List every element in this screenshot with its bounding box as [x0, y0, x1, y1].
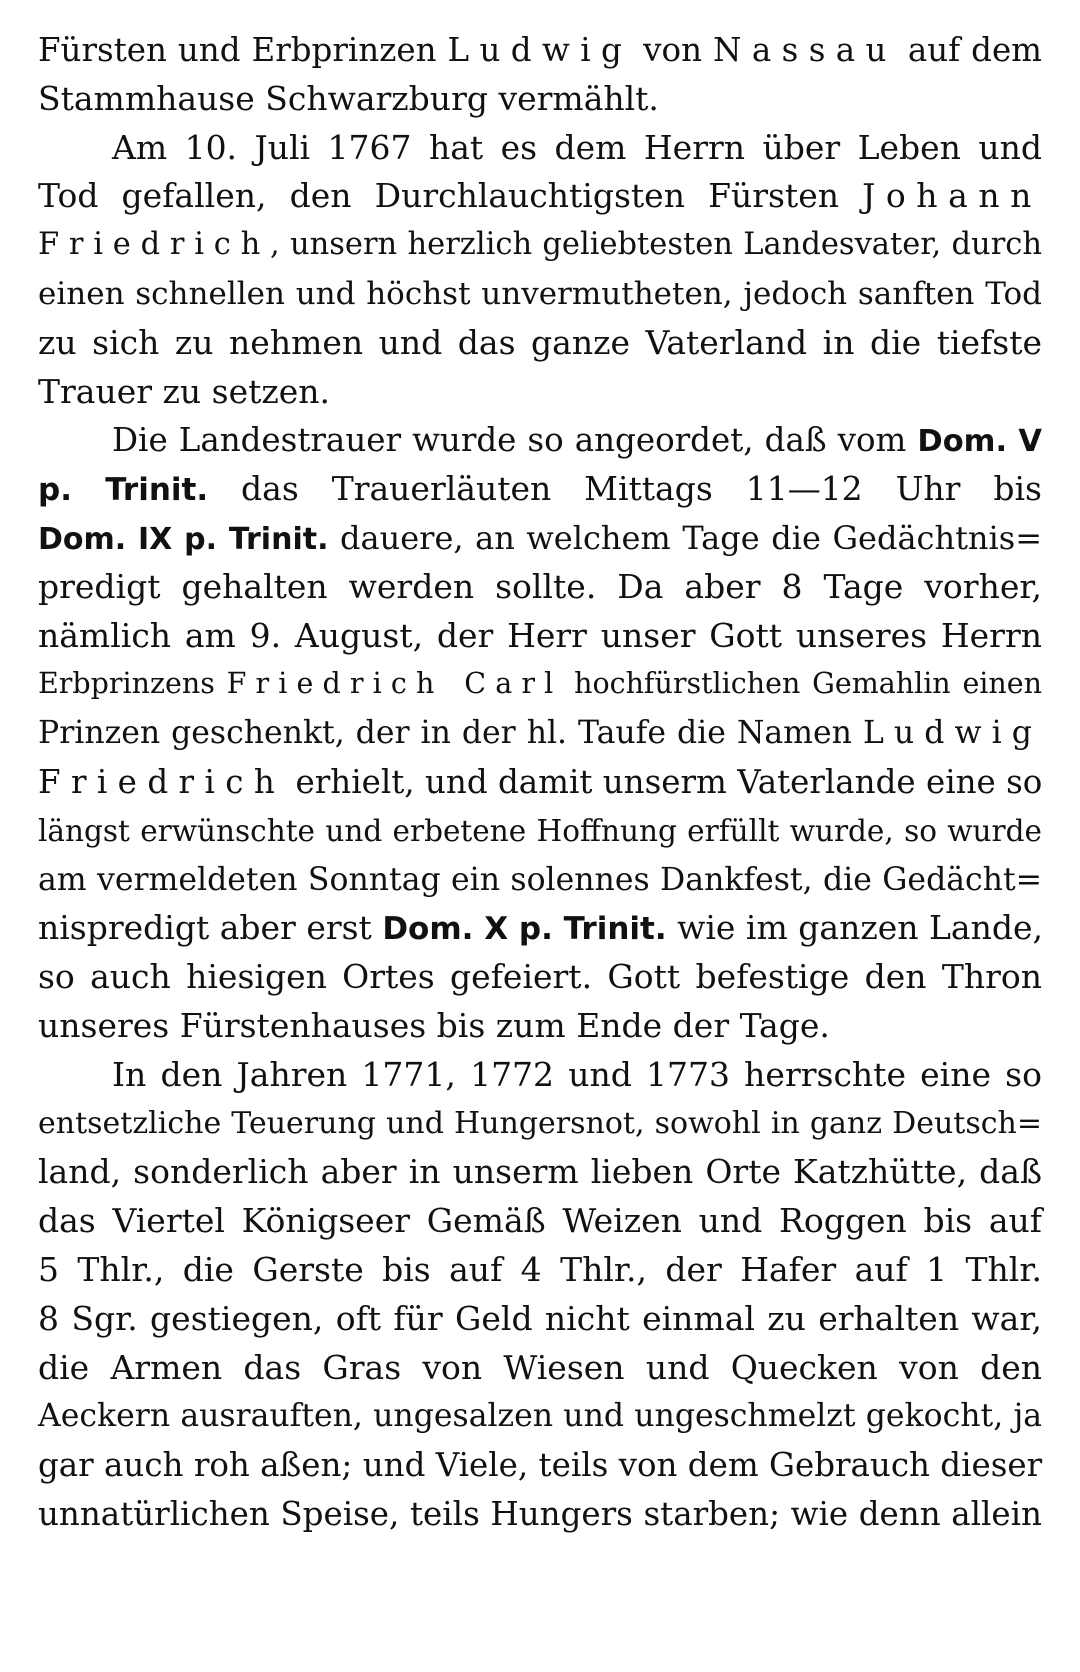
text-run: Tod gefallen, den Durchlauchtigsten Fürsten: [38, 176, 863, 216]
text-run: von: [632, 31, 713, 69]
text-run: Am 10. Juli 1767 hat es dem Herrn über Leben und: [112, 127, 1042, 167]
text-run: 8 Sgr. gestiegen, oft für Geld nicht einmal zu erhalten war,: [38, 1298, 1042, 1338]
page-text: [38, 26, 1042, 1539]
spaced-name: Friedrich: [38, 762, 286, 801]
spaced-name: Friedrich Carl: [226, 667, 563, 701]
spaced-name: Friedrich: [38, 227, 270, 263]
text-line: [38, 1490, 1042, 1539]
text-run: Trauer zu setzen.: [38, 371, 331, 411]
text-run: Prinzen geschenkt, der in der hl. Taufe die Namen: [38, 715, 863, 752]
bold-reference: Dom. X p. Trinit.: [382, 911, 667, 948]
spaced-name: Nassau: [713, 31, 897, 69]
text-line: [38, 1197, 1042, 1246]
text-line: [38, 709, 1042, 758]
text-run: dauere, an welchem Tage die Gedächtnis=: [328, 518, 1043, 557]
text-line: [38, 124, 1042, 173]
bold-reference: Dom. V: [917, 424, 1042, 460]
text-line: [38, 1441, 1042, 1490]
spaced-name: Ludwig: [862, 715, 1042, 752]
text-run: gar auch roh aßen; und Viele, teils von dem Gebrauch dieser: [38, 1446, 1043, 1485]
spaced-name: Ludwig: [447, 31, 633, 69]
text-run: so auch hiesigen Ortes gefeiert. Gott befestige den Thron: [38, 957, 1042, 997]
text-line: [38, 758, 1042, 807]
text-line: [38, 1392, 1042, 1441]
text-run: nämlich am 9. August, der Herr unser Gott unseres Herrn: [38, 615, 1042, 655]
spaced-name: Johann: [862, 176, 1042, 216]
text-line: [38, 953, 1042, 1002]
text-line: [38, 1295, 1042, 1344]
text-run: das Trauerläuten Mittags 11—12 Uhr bis: [208, 469, 1042, 509]
text-run: , unsern herzlich geliebtesten Landesvater, durch: [269, 227, 1042, 263]
text-run: predigt gehalten werden sollte. Da aber 8 Tage vorher,: [38, 566, 1042, 606]
text-run: wie im ganzen Lande,: [666, 908, 1043, 948]
text-run: unseres Fürstenhauses bis zum Ende der Tage.: [38, 1005, 830, 1045]
text-run: unnatürlichen Speise, teils Hungers starben; wie denn allein: [38, 1494, 1042, 1533]
bold-reference: Dom. IX p. Trinit.: [38, 521, 329, 557]
text-line: [38, 660, 1042, 709]
text-run: einen schnellen und höchst unvermutheten, jedoch sanften Tod: [38, 275, 1042, 312]
text-run: Fürsten und Erbprinzen: [38, 31, 448, 69]
text-run: erhielt, und damit unserm Vaterlande eine so: [285, 762, 1043, 801]
text-line: [38, 563, 1042, 612]
text-run: land, sonderlich aber in unserm lieben Orte Katzhütte, daß: [38, 1152, 1042, 1192]
bold-reference: p. Trinit.: [38, 472, 209, 509]
text-line: [38, 904, 1042, 953]
text-run: hochfürstlichen Gemahlin einen: [562, 667, 1042, 701]
text-run: 5 Thlr., die Gerste bis auf 4 Thlr., der Hafer auf 1 Thlr.: [38, 1249, 1042, 1289]
text-line: [38, 1100, 1042, 1149]
text-line: [38, 807, 1042, 856]
text-run: längst erwünschte und erbetene Hoffnung erfüllt wurde, so wurde: [38, 813, 1042, 848]
text-line: [38, 612, 1042, 661]
text-line: [38, 221, 1042, 270]
text-run: am vermeldeten Sonntag ein solennes Dankfest, die Gedächt=: [38, 861, 1042, 898]
text-run: zu sich zu nehmen und das ganze Vaterland in die tiefste: [38, 322, 1042, 362]
text-line: [38, 514, 1042, 563]
text-run: Stammhause Schwarzburg vermählt.: [38, 78, 659, 118]
text-line: [38, 856, 1042, 905]
text-run: Aeckern ausrauften, ungesalzen und ungeschmelzt gekocht, ja: [38, 1398, 1042, 1435]
text-line: [38, 1002, 1042, 1051]
text-run: Die Landestrauer wurde so angeordet, daß vom: [112, 421, 918, 460]
text-run: entsetzliche Teuerung und Hungersnot, sowohl in ganz Deutsch=: [38, 1105, 1042, 1141]
text-line: [38, 75, 1042, 124]
text-run: das Viertel Königseer Gemäß Weizen und Roggen bis auf: [38, 1201, 1042, 1241]
text-run: auf dem: [896, 31, 1042, 69]
text-line: [38, 1344, 1042, 1393]
text-line: [38, 1148, 1042, 1197]
text-line: [38, 368, 1042, 417]
text-line: [38, 416, 1042, 465]
text-line: [38, 26, 1042, 75]
text-line: [38, 465, 1042, 514]
text-line: [38, 319, 1042, 368]
text-run: In den Jahren 1771, 1772 und 1773 herrschte eine so: [112, 1054, 1042, 1094]
text-line: [38, 172, 1042, 221]
text-line: [38, 1246, 1042, 1295]
text-line: [38, 1051, 1042, 1100]
text-run: nispredigt aber erst: [38, 908, 383, 948]
text-run: die Armen das Gras von Wiesen und Quecken von den: [38, 1347, 1042, 1387]
text-run: Erbprinzens: [38, 667, 227, 701]
text-line: [38, 270, 1042, 319]
